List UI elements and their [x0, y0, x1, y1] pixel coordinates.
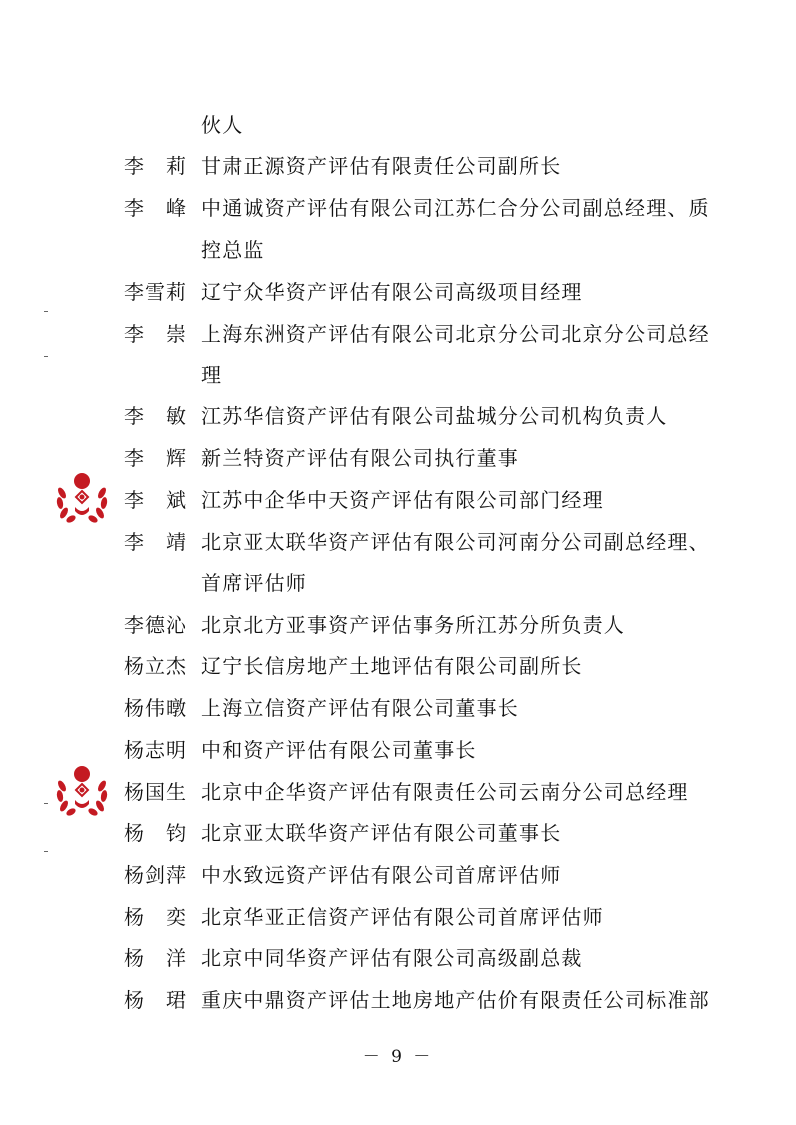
- entry-continuation-text: 伙人: [201, 113, 244, 137]
- entry-org: 中和资产评估有限公司董事长: [201, 738, 477, 762]
- entry-name: 李 敏: [124, 404, 187, 428]
- entry-org: 新兰特资产评估有限公司执行董事: [201, 446, 519, 470]
- entry-org: 上海东洲资产评估有限公司北京分公司北京分公司总经: [201, 322, 710, 346]
- seal-emblem-icon: [55, 471, 109, 523]
- entry-name: 李雪莉: [124, 280, 187, 304]
- entry-org: 中通诚资产评估有限公司江苏仁合分公司副总经理、质: [201, 196, 710, 220]
- entry-org: 甘肃正源资产评估有限责任公司副所长: [201, 154, 562, 178]
- entry-name: 杨 钧: [124, 821, 187, 845]
- entry-org: 辽宁众华资产评估有限公司高级项目经理: [201, 280, 583, 304]
- scan-speck: [44, 851, 48, 852]
- entry-org: 上海立信资产评估有限公司董事长: [201, 696, 519, 720]
- entry-org-continuation: 理: [201, 363, 223, 387]
- entry-org: 江苏中企华中天资产评估有限公司部门经理: [201, 488, 604, 512]
- entry-org-continuation: 首席评估师: [201, 571, 307, 595]
- entry-org: 江苏华信资产评估有限公司盐城分公司机构负责人: [201, 404, 668, 428]
- seal-emblem-icon: [55, 764, 109, 816]
- entry-org: 北京亚太联华资产评估有限公司河南分公司副总经理、: [201, 530, 710, 554]
- scan-speck: [44, 356, 48, 357]
- entry-name: 杨 洋: [124, 946, 187, 970]
- scan-speck: [44, 803, 48, 804]
- entry-name: 李德沁: [124, 613, 187, 637]
- entry-name: 李 辉: [124, 446, 187, 470]
- entry-name: 李 崇: [124, 322, 187, 346]
- entry-org-continuation: 控总监: [201, 238, 265, 262]
- entry-name: 杨剑萍: [124, 863, 187, 887]
- entry-name: 杨志明: [124, 738, 187, 762]
- entry-name: 李 靖: [124, 530, 187, 554]
- entry-org: 重庆中鼎资产评估土地房地产估价有限责任公司标准部: [201, 988, 710, 1012]
- entry-org: 辽宁长信房地产土地评估有限公司副所长: [201, 654, 583, 678]
- entry-org: 北京华亚正信资产评估有限公司首席评估师: [201, 905, 604, 929]
- entry-name: 李 峰: [124, 196, 187, 220]
- entry-org: 北京中企华资产评估有限责任公司云南分公司总经理: [201, 780, 689, 804]
- entry-org: 中水致远资产评估有限公司首席评估师: [201, 863, 562, 887]
- page-number: － 9 －: [362, 1047, 434, 1067]
- entry-name: 李 斌: [124, 488, 187, 512]
- entry-org: 北京中同华资产评估有限公司高级副总裁: [201, 946, 583, 970]
- entry-name: 李 莉: [124, 154, 187, 178]
- entry-org: 北京北方亚事资产评估事务所江苏分所负责人: [201, 613, 625, 637]
- entry-org: 北京亚太联华资产评估有限公司董事长: [201, 821, 562, 845]
- entry-name: 杨伟暾: [124, 696, 187, 720]
- entry-name: 杨立杰: [124, 654, 187, 678]
- entry-name: 杨 奕: [124, 905, 187, 929]
- entry-name: 杨 珺: [124, 988, 187, 1012]
- scan-speck: [44, 311, 48, 312]
- entry-name: 杨国生: [124, 780, 187, 804]
